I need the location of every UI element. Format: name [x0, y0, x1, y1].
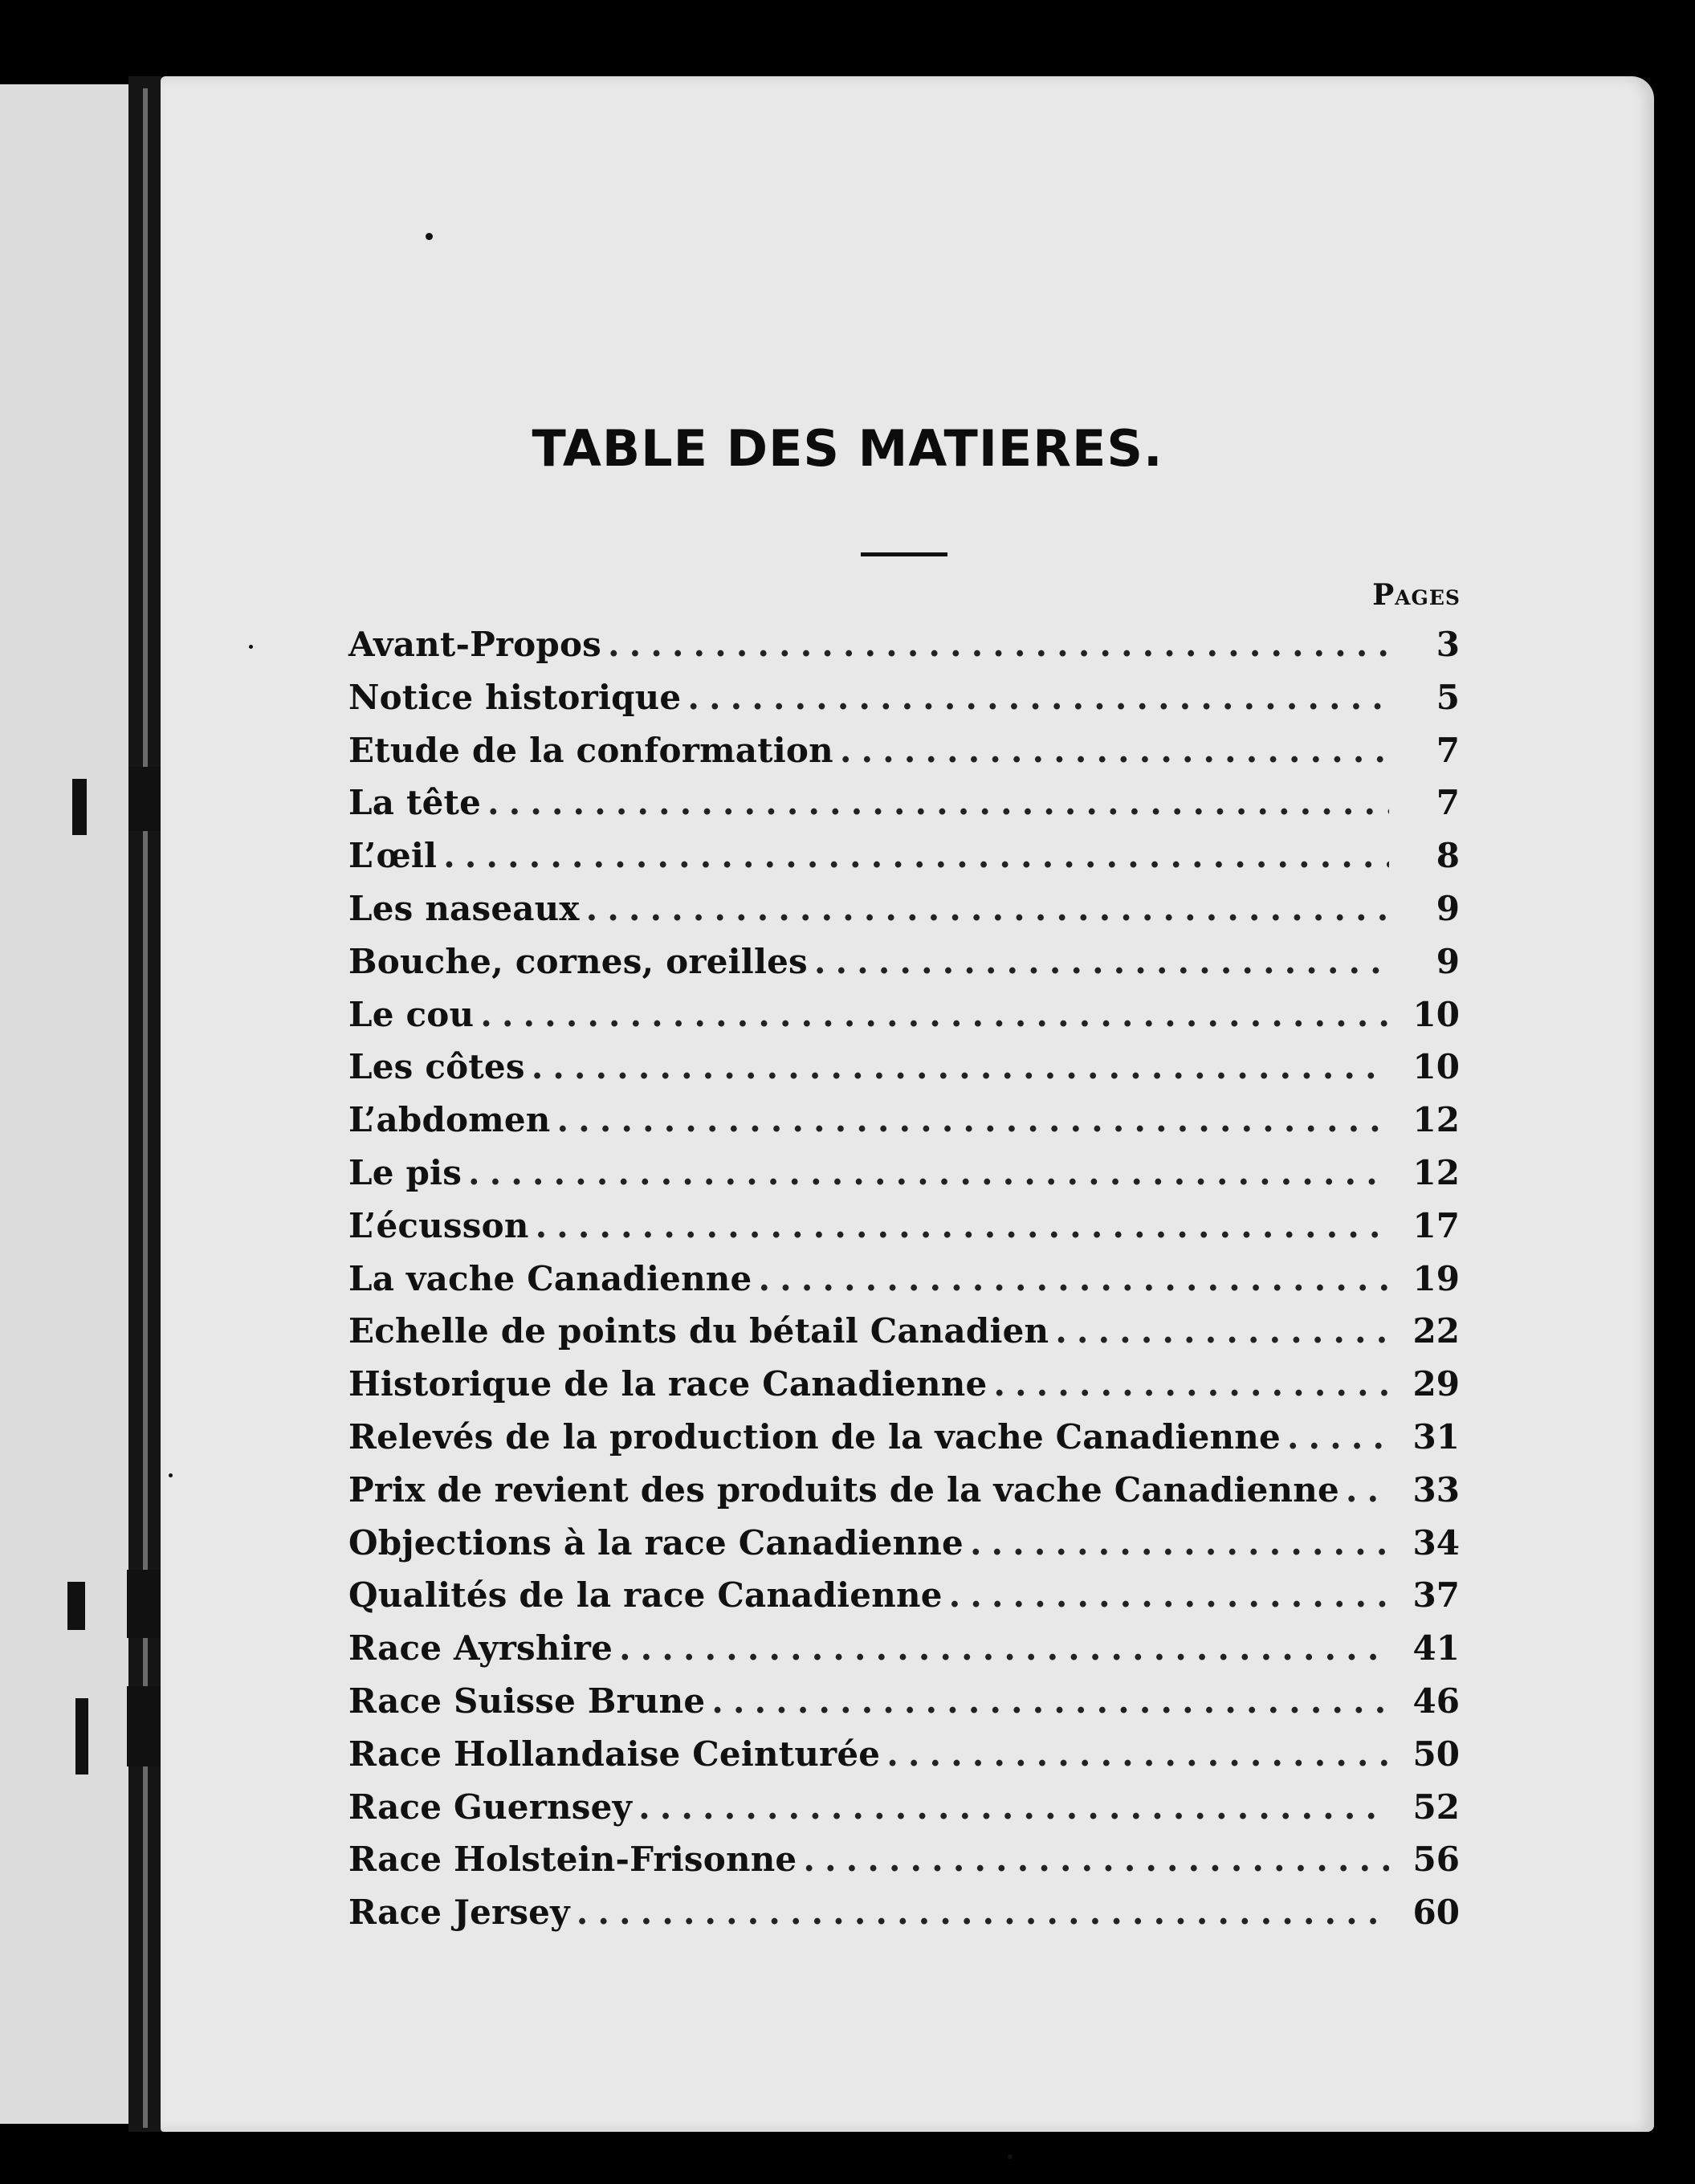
toc-entry-page-number: 31 — [1412, 1416, 1460, 1457]
toc-entry-title: Avant-Propos — [348, 625, 602, 664]
toc-entry-title: La vache Canadienne — [348, 1258, 752, 1298]
toc-entry-title: Le cou — [348, 994, 475, 1034]
toc-entry-title: Les naseaux — [348, 888, 580, 928]
dot-leader — [487, 776, 1389, 829]
toc-entry-page-number: 19 — [1412, 1258, 1460, 1298]
toc-entry — [348, 1253, 1460, 1306]
dot-leader — [1287, 1411, 1389, 1464]
dot-leader — [814, 935, 1389, 988]
dot-leader — [586, 882, 1389, 935]
toc-entry-page-number: 3 — [1436, 625, 1460, 664]
toc-entry-title: L’écusson — [348, 1205, 529, 1245]
toc-entry-title: Qualités de la race Canadienne — [348, 1575, 943, 1616]
dot-leader — [468, 1147, 1389, 1200]
dot-leader — [803, 1833, 1389, 1886]
toc-entry-page-number: 56 — [1412, 1840, 1460, 1880]
toc-entry — [348, 882, 1460, 935]
toc-entry-page-number: 46 — [1412, 1681, 1460, 1721]
toc-entry-title: Race Guernsey — [348, 1787, 633, 1827]
toc-entry-title: Echelle de points du bétail Canadien — [348, 1311, 1049, 1351]
dot-leader — [443, 829, 1389, 882]
toc-entry-page-number: 37 — [1412, 1575, 1460, 1616]
toc-entry-page-number: 7 — [1436, 730, 1460, 770]
toc-entry-title: Notice historique — [348, 677, 682, 717]
toc-entry — [348, 1464, 1460, 1517]
toc-entry-page-number: 9 — [1436, 888, 1460, 928]
toc-entry — [348, 1305, 1460, 1358]
toc-entry — [348, 1886, 1460, 1939]
dot-leader — [532, 1041, 1389, 1094]
dot-leader — [480, 988, 1389, 1041]
toc-entry-page-number: 22 — [1412, 1311, 1460, 1351]
toc-entry-title: Historique de la race Canadienne — [348, 1364, 988, 1404]
left-facing-page — [0, 84, 141, 2124]
toc-entry-page-number: 5 — [1436, 677, 1460, 717]
binding-clip-mark — [67, 1582, 85, 1630]
toc-entry-page-number: 10 — [1412, 1047, 1460, 1087]
toc-entry-title: Le pis — [348, 1152, 462, 1192]
toc-entry-title: Les côtes — [348, 1047, 525, 1087]
toc-entry — [348, 1517, 1460, 1570]
toc-entry-title: Race Holstein-Frisonne — [348, 1840, 797, 1880]
toc-entry-title: La tête — [348, 783, 482, 823]
spine-edge — [143, 88, 148, 2128]
dot-leader — [1346, 1464, 1389, 1517]
toc-entry-page-number: 9 — [1436, 941, 1460, 981]
toc-entry-page-number: 12 — [1412, 1152, 1460, 1192]
dot-leader — [1055, 1305, 1389, 1358]
toc-entry — [348, 1411, 1460, 1464]
dot-leader — [608, 618, 1389, 671]
toc-entry-page-number: 50 — [1412, 1734, 1460, 1774]
toc-entry-title: L’abdomen — [348, 1100, 551, 1140]
dot-leader — [949, 1569, 1389, 1622]
dot-leader — [711, 1675, 1389, 1728]
paper-speck — [249, 645, 253, 649]
toc-entry — [348, 1200, 1460, 1253]
paper-speck — [426, 233, 433, 240]
toc-entry — [348, 1094, 1460, 1147]
toc-entry-title: Etude de la conformation — [348, 730, 833, 770]
toc-entry-title: Race Ayrshire — [348, 1628, 613, 1669]
binding-clip-mark — [72, 779, 87, 835]
dot-leader — [557, 1094, 1389, 1147]
toc-entry — [348, 988, 1460, 1041]
toc-entry — [348, 1728, 1460, 1781]
page-title: TABLE DES MATIERES. — [532, 419, 1163, 478]
toc-entry-page-number: 8 — [1436, 836, 1460, 876]
toc-entry — [348, 1781, 1460, 1834]
toc-entry — [348, 1147, 1460, 1200]
toc-entry-title: Relevés de la production de la vache Canadienne — [348, 1416, 1281, 1457]
toc-entry-title: Race Hollandaise Ceinturée — [348, 1734, 881, 1774]
toc-entry — [348, 776, 1460, 829]
toc-entry-page-number: 41 — [1412, 1628, 1460, 1669]
dot-leader — [840, 724, 1389, 777]
toc-entry-title: Race Suisse Brune — [348, 1681, 706, 1721]
paper-speck — [1008, 2154, 1013, 2159]
toc-entry-page-number: 10 — [1412, 994, 1460, 1034]
toc-entry-title: L’œil — [348, 836, 438, 876]
table-of-contents — [348, 618, 1460, 1939]
toc-entry-title: Prix de revient des produits de la vache Canadienne — [348, 1469, 1339, 1510]
toc-entry-page-number: 17 — [1412, 1205, 1460, 1245]
toc-entry — [348, 829, 1460, 882]
paper-speck — [169, 1473, 173, 1477]
toc-entry-page-number: 33 — [1412, 1469, 1460, 1510]
toc-entry-title: Race Jersey — [348, 1893, 570, 1933]
dot-leader — [970, 1517, 1389, 1570]
toc-entry — [348, 1833, 1460, 1886]
dot-leader — [638, 1781, 1389, 1834]
dot-leader — [687, 671, 1389, 724]
toc-entry — [348, 1358, 1460, 1411]
toc-entry — [348, 1622, 1460, 1675]
toc-entry-page-number: 29 — [1412, 1364, 1460, 1404]
toc-entry — [348, 1569, 1460, 1622]
toc-entry-title: Bouche, cornes, oreilles — [348, 941, 808, 981]
toc-entry-page-number: 60 — [1412, 1893, 1460, 1933]
toc-entry — [348, 618, 1460, 671]
dot-leader — [619, 1622, 1389, 1675]
toc-entry-page-number: 34 — [1412, 1522, 1460, 1563]
dot-leader — [577, 1886, 1389, 1939]
dot-leader — [993, 1358, 1389, 1411]
toc-entry — [348, 671, 1460, 724]
dot-leader — [886, 1728, 1389, 1781]
pages-column-header: Pages — [1372, 578, 1461, 612]
toc-entry — [348, 935, 1460, 988]
dot-leader — [536, 1200, 1389, 1253]
toc-entry — [348, 1675, 1460, 1728]
toc-entry-page-number: 7 — [1436, 783, 1460, 823]
toc-entry — [348, 1041, 1460, 1094]
dot-leader — [758, 1253, 1389, 1306]
toc-entry-page-number: 52 — [1412, 1787, 1460, 1827]
title-rule — [861, 552, 947, 556]
binding-clip-mark — [75, 1698, 88, 1774]
toc-entry-title: Objections à la race Canadienne — [348, 1522, 964, 1563]
toc-entry — [348, 724, 1460, 777]
toc-entry-page-number: 12 — [1412, 1100, 1460, 1140]
